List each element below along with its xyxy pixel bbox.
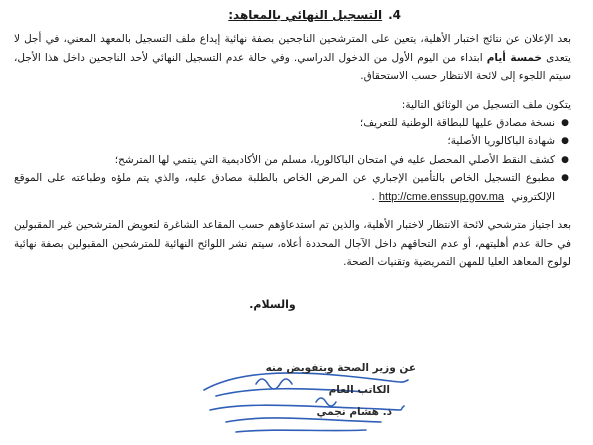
document-item-text: كشف النقط الأصلي المحصل عليه في امتحان الباكالوريا، مسلم من الأكاديمية التي ينتمي لها المترشح؛ [114,153,555,166]
signature-block [196,362,416,442]
closing-salutation: والسلام. [249,297,296,311]
section-number: 4. [388,8,401,22]
document-item-text: مطبوع التسجيل الخاص بالتأمين الإجباري عن المرض الخاص بالطلبة مصادق عليه، والذي يتم ملؤه وطباعته على الموقع الإلكتروني [14,172,555,203]
section-heading [14,6,571,24]
signatory-name: ذ. هشام نجمي [316,406,392,418]
registration-text-part2: ابتداء من اليوم الأول من الدخول الدراسي. وفي حالة عدم التسجيل النهائي لأحد الناجحين داخل هذا الأجل، سيتم اللجوء إلى لائحة الانتظار حسب الاستحقاق. [14,51,571,82]
documents-list [14,114,571,207]
list-item [14,132,569,151]
section-title: التسجيل النهائي بالمعاهد: [228,8,383,22]
handwritten-signature-icon [196,362,416,442]
signature-title: الكاتب العام [328,384,390,396]
bullet-icon: ● [561,154,569,165]
waiting-list-paragraph: بعد اجتياز مترشحي لائحة الانتظار لاختبار الأهلية، والذين تم استدعاؤهم حسب المقاعد الشاغرة لتعويض المترشحين غير المقبولين في حالة عدم أهليتهم، أو عدم التحاقهم داخل الآجال المحددة أعلاه، سيتم نشر اللوائح النهائية للمترشحين المقبولين بصفة نهائية لولوج المعاهد العليا للمهن التمريضية وتقنيات الصحة. [14,219,571,268]
registration-paragraph [14,30,571,86]
bullet-icon: ● [561,117,569,128]
document-item-text: شهادة الباكالوريا الأصلية؛ [447,135,555,147]
list-item [14,151,569,170]
documents-intro: يتكون ملف التسجيل من الوثائق التالية: [401,98,571,111]
document-item-text: نسخة مصادق عليها للبطاقة الوطنية للتعريف؛ [359,116,555,129]
list-item [14,114,569,133]
bullet-icon: ● [561,173,569,183]
bullet-icon: ● [561,136,569,146]
list-item: ● مطبوع التسجيل الخاص بالتأمين الإجباري عن المرض الخاص بالطلبة مصادق عليه، والذي يتم ملؤه وطباعته على الموقع الإلكتروني http://cme.enssup.gov.ma. [14,169,555,206]
signature-line-1: عن وزير الصحة وبتفويض منه [265,362,416,374]
registration-text-part1: بعد الإعلان عن نتائج اختبار الأهلية، يتعين على المترشحين الناجحين بصفة نهائية إيداع ملف التسجيل بالمعهد المعني، في أجل لا يتعدى [14,33,571,64]
registration-website-link[interactable]: http://cme.enssup.gov.ma [378,190,505,203]
deadline-highlight: خمسة أيام [486,51,542,64]
